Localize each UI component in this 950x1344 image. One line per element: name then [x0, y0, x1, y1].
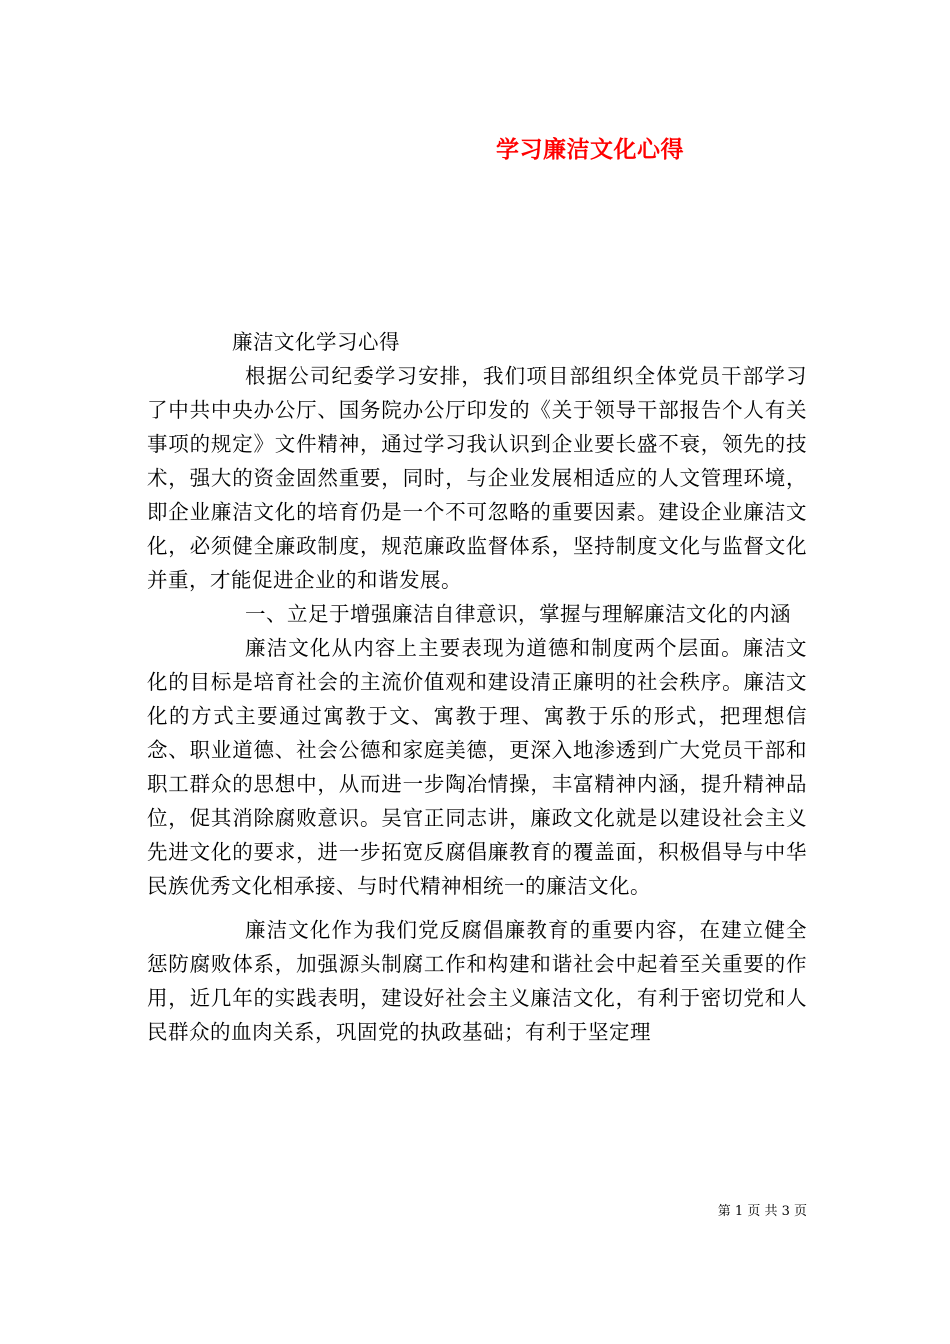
body-paragraph: 廉洁文化作为我们党反腐倡廉教育的重要内容，在建立健全惩防腐败体系，加强源头制腐工作和构建和谐社会中起着至关重要的作用，近几年的实践表明，建设好社会主义廉洁文化，有利于密切党和人民群众的血肉关系，巩固党的执政基础；有利于坚定理	[147, 918, 807, 1044]
document-title: 学习廉洁文化心得	[496, 137, 684, 163]
document-body	[147, 325, 807, 1049]
body-paragraph: 廉洁文化从内容上主要表现为道德和制度两个层面。廉洁文化的目标是培育社会的主流价值观和建设清正廉明的社会秩序。廉洁文化的方式主要通过寓教于文、寓教于理、寓教于乐的形式，把理想信念、职业道德、社会公德和家庭美德，更深入地渗透到广大党员干部和职工群众的思想中，从而进一步陶冶情操，丰富精神内涵，提升精神品位，促其消除腐败意识。吴官正同志讲，廉政文化就是以建设社会主义先进文化的要求，进一步拓宽反腐倡廉教育的覆盖面，积极倡导与中华民族优秀文化相承接、与时代精神相统一的廉洁文化。	[147, 636, 807, 898]
section-heading: 一、立足于增强廉洁自律意识，掌握与理解廉洁文化的内涵	[245, 602, 791, 626]
page-number-footer: 第 1 页 共 3 页	[717, 1204, 807, 1219]
document-subheading: 廉洁文化学习心得	[232, 330, 400, 354]
body-paragraph: 根据公司纪委学习安排，我们项目部组织全体党员干部学习了中共中央办公厅、国务院办公厅印发的《关于领导干部报告个人有关事项的规定》文件精神，通过学习我认识到企业要长盛不衰，领先的技术，强大的资金固然重要，同时，与企业发展相适应的人文管理环境，即企业廉洁文化的培育仍是一个不可忽略的重要因素。建设企业廉洁文化，必须健全廉政制度，规范廉政监督体系，坚持制度文化与监督文化并重，才能促进企业的和谐发展。	[147, 364, 807, 592]
